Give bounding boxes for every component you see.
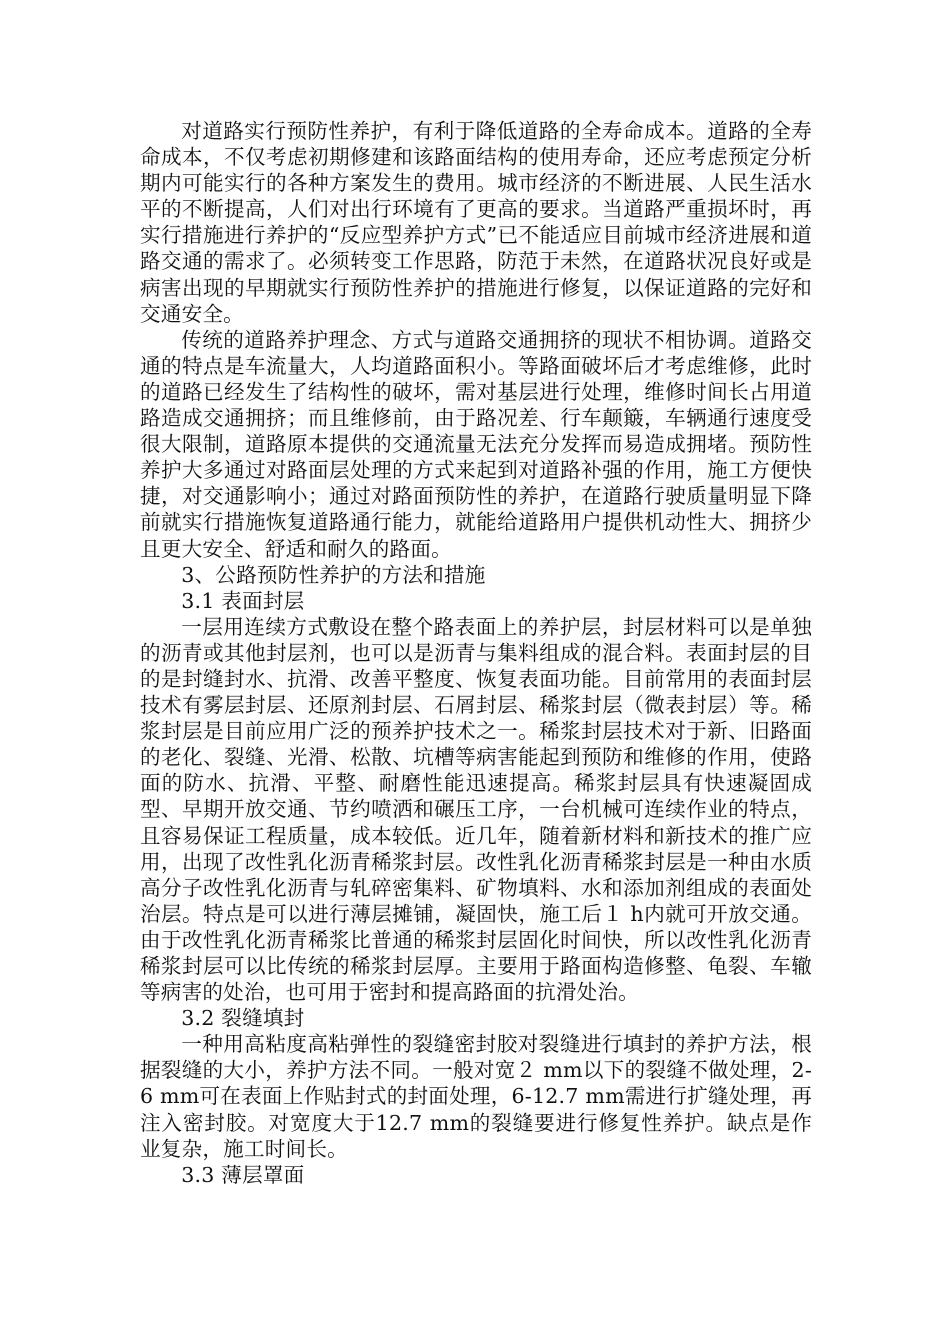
paragraph-surface-seal: 一层用连续方式敷设在整个路表面上的养护层，封层材料可以是单独的沥青或其他封层剂，也可以是沥青与集料组成的混合料。表面封层的目的是封缝封水、抗滑、改善平整度、恢复表面功能。目前常用的表面封层技术有雾层封层、还原剂封层、石屑封层、稀浆封层（微表封层）等。稀浆封层是目前应用广泛的预养护技术之一。稀浆封层技术对于新、旧路面的老化、裂缝、光滑、松散、坑槽等病害能起到预防和维修的作用，使路面的防水、抗滑、平整、耐磨性能迅速提高。稀浆封层具有快速凝固成型、早期开放交通、节约喷洒和碾压工序，一台机械可连续作业的特点，且容易保证工程质量，成本较低。近几年，随着新材料和新技术的推广应用，出现了改性乳化沥青稀浆封层。改性乳化沥青稀浆封层是一种由水质高分子改性乳化沥青与轧碎密集料、矿物填料、水和添加剂组成的表面处治层。特点是可以进行薄层摊铺，凝固快，施工后１ h内就可开放交通。由于改性乳化沥青稀浆比普通的稀浆封层固化时间快，所以改性乳化沥青稀浆封层可以比传统的稀浆封层厚。主要用于路面构造修整、龟裂、车辙等病害的处治，也可用于密封和提高路面的抗滑处治。 [140, 614, 812, 1005]
document-body [140, 118, 812, 1188]
subsection-heading-crack-sealing: 3.2 裂缝填封 [181, 1006, 305, 1031]
section-heading-methods: 3、公路预防性养护的方法和措施 [181, 562, 486, 587]
subsection-heading-surface-seal: 3.1 表面封层 [181, 588, 305, 613]
subsection-heading-thin-overlay: 3.3 薄层罩面 [181, 1162, 305, 1187]
paragraph-crack-sealing: 一种用高粘度高粘弹性的裂缝密封胶对裂缝进行填封的养护方法，根据裂缝的大小，养护方法不同。一般对宽２ mm以下的裂缝不做处理，2-6 mm可在表面上作贴封式的封面处理，6-12.7 mm需进行扩缝处理，再注入密封胶。对宽度大于12.7 mm的裂缝要进行修复性养护。缺点是作业复杂，施工时间长。 [140, 1032, 812, 1161]
paragraph-traditional-maintenance: 传统的道路养护理念、方式与道路交通拥挤的现状不相协调。道路交通的特点是车流量大，人均道路面积小。等路面破坏后才考虑维修，此时的道路已经发生了结构性的破坏，需对基层进行处理，维修时间长占用道路造成交通拥挤；而且维修前，由于路况差、行车颠簸，车辆通行速度受很大限制，道路原本提供的交通流量无法充分发挥而易造成拥堵。预防性养护大多通过对路面层处理的方式来起到对道路补强的作用，施工方便快捷，对交通影响小；通过对路面预防性的养护，在道路行驶质量明显下降前就实行措施恢复道路通行能力，就能给道路用户提供机动性大、拥挤少且更大安全、舒适和耐久的路面。 [140, 327, 812, 561]
paragraph-preventive-maintenance-cost: 对道路实行预防性养护，有利于降低道路的全寿命成本。道路的全寿命成本，不仅考虑初期修建和该路面结构的使用寿命，还应考虑预定分析期内可能实行的各种方案发生的费用。城市经济的不断进展、人民生活水平的不断提高，人们对出行环境有了更高的要求。当道路严重损坏时，再实行措施进行养护的“反应型养护方式”已不能适应目前城市经济进展和道路交通的需求了。必须转变工作思路，防范于未然，在道路状况良好或是病害出现的早期就实行预防性养护的措施进行修复，以保证道路的完好和交通安全。 [140, 119, 812, 326]
